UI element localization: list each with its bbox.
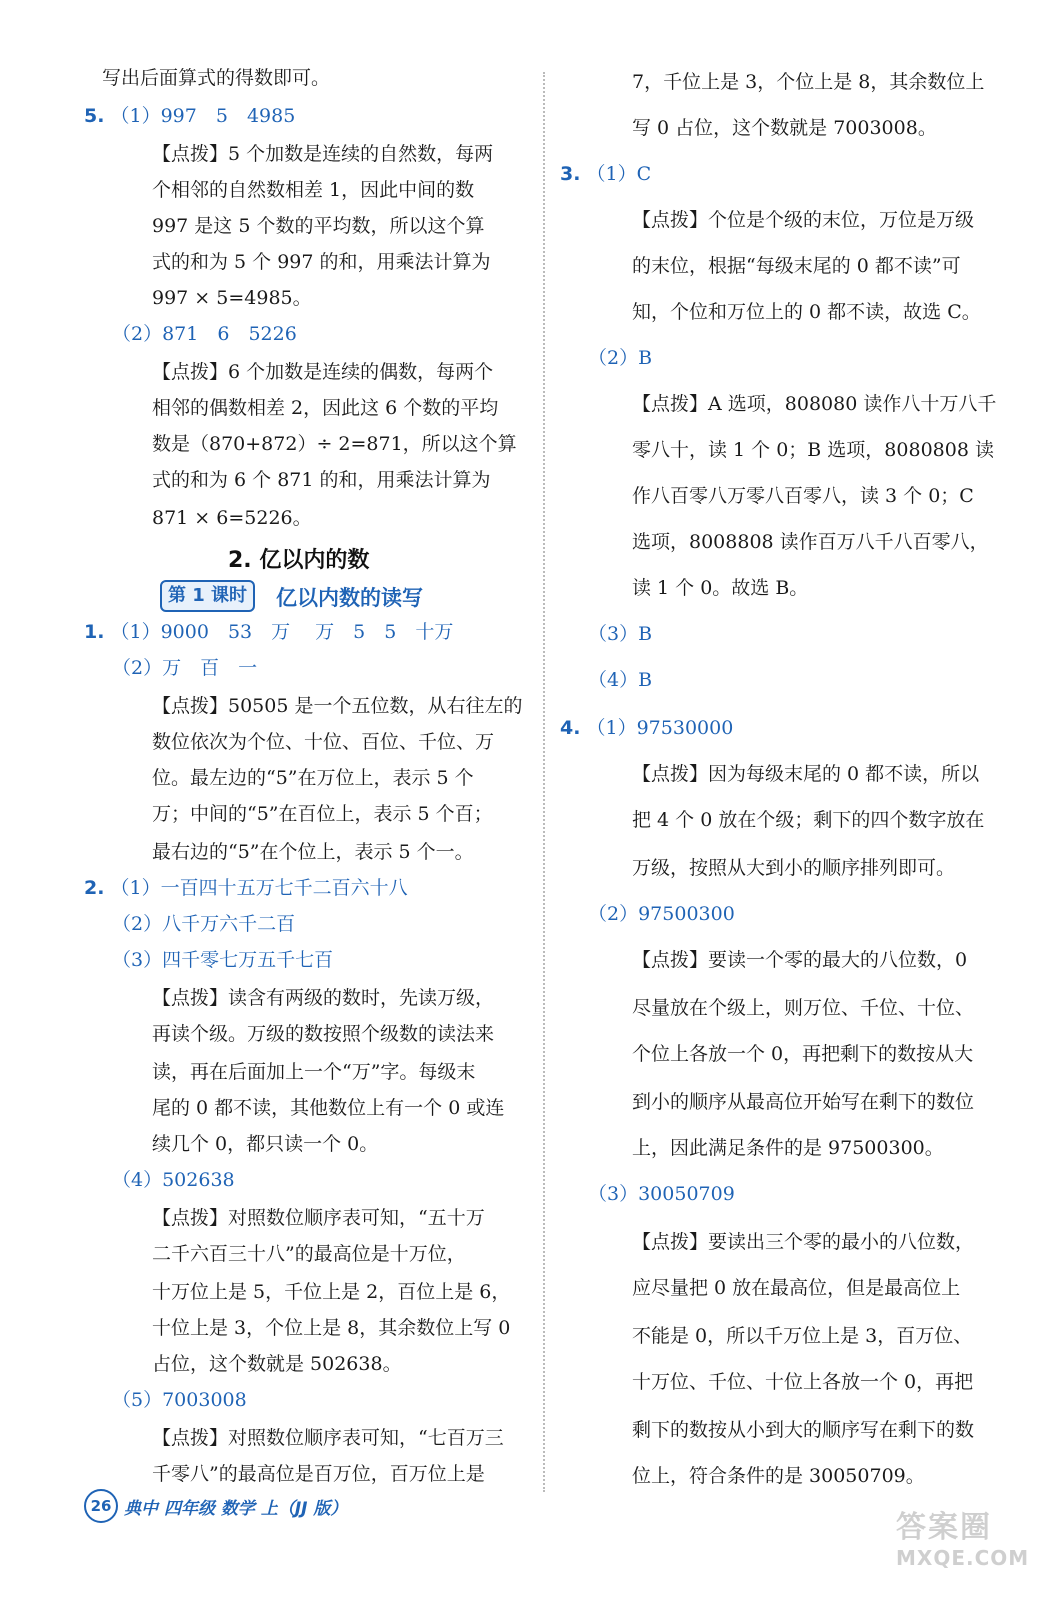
question-4	[560, 716, 733, 740]
tip-line: 最右边的“5”在个位上，表示 5 个一。	[152, 841, 474, 863]
tip-line: 二千六百三十八”的最高位是十万位，	[152, 1243, 466, 1265]
tip-line: 剩下的数按从小到大的顺序写在剩下的数	[632, 1419, 975, 1441]
question-number: 1.	[84, 621, 105, 643]
question-2-part-5	[112, 1388, 247, 1412]
watermark-en: MXQE.COM	[896, 1546, 1030, 1570]
tip-line: 到小的顺序从最高位开始写在剩下的数位	[632, 1091, 975, 1113]
tip-line: 【点拨】6 个加数是连续的偶数，每两个	[152, 361, 494, 383]
tip-line: 把 4 个 0 放在个级；剩下的四个数字放在	[632, 809, 985, 831]
answer: 9000 53 万 万 5 5 十万	[160, 621, 454, 643]
question-3-part-2	[588, 346, 652, 370]
tip-line: 十位上是 3，个位上是 8，其余数位上写 0	[152, 1317, 511, 1339]
text-line: 写出后面算式的得数即可。	[102, 67, 331, 89]
tip-line: 【点拨】读含有两级的数时，先读万级，	[152, 987, 495, 1009]
part-label: （2）	[588, 903, 639, 925]
question-number: 3.	[560, 163, 581, 185]
part-label: （2）	[112, 323, 163, 345]
tip-line: 占位，这个数就是 502638。	[152, 1353, 402, 1375]
tip-line: 【点拨】要读出三个零的最小的八位数，	[632, 1231, 975, 1253]
question-1	[84, 620, 453, 644]
tip-line: 数是（870+872）÷ 2=871，所以这个算	[152, 433, 517, 455]
tip-line: 【点拨】个位是个级的末位，万位是万级	[632, 209, 975, 231]
tip-line: 【点拨】对照数位顺序表可知，“七百万三	[152, 1427, 504, 1449]
lesson-badge: 第 1 课时	[160, 580, 255, 612]
text-line: 写 0 占位，这个数就是 7003008。	[632, 117, 937, 139]
tip-line: 十万位上是 5，千位上是 2，百位上是 6，	[152, 1281, 511, 1303]
tip-line: 知，个位和万位上的 0 都不读，故选 C。	[632, 301, 981, 323]
answer: 一百四十五万七千二百六十八	[160, 877, 408, 899]
tip-line: 【点拨】要读一个零的最大的八位数，0	[632, 949, 968, 971]
question-number: 5.	[84, 105, 105, 127]
question-2	[84, 876, 408, 900]
question-4-part-2	[588, 902, 735, 926]
question-2-part-4	[112, 1168, 235, 1192]
tip-line: 十万位、千位、十位上各放一个 0，再把	[632, 1371, 974, 1393]
tip-line: 续几个 0，都只读一个 0。	[152, 1133, 379, 1155]
question-3-part-3	[588, 622, 652, 646]
tip-line: 【点拨】A 选项，808080 读作八十万八千	[632, 393, 997, 415]
section-title: 2. 亿以内的数	[228, 548, 370, 573]
tip-line: 作八百零八万零八百零八，读 3 个 0；C	[632, 485, 974, 507]
tip-line: 【点拨】对照数位顺序表可知，“五十万	[152, 1207, 485, 1229]
tip-line: 千零八”的最高位是百万位，百万位上是	[152, 1463, 485, 1485]
question-3	[560, 162, 651, 186]
tip-line: 尽量放在个级上，则万位、千位、十位、	[632, 997, 975, 1019]
answer: B	[638, 669, 653, 691]
answer: 30050709	[638, 1183, 735, 1205]
tip-line: 读 1 个 0。故选 B。	[632, 577, 809, 599]
tip-line: 上，因此满足条件的是 97500300。	[632, 1137, 944, 1159]
answer: 997 5 4985	[160, 105, 296, 127]
lesson-title: 亿以内数的读写	[276, 586, 423, 610]
part-label: （1）	[586, 717, 637, 739]
tip-line: 个相邻的自然数相差 1，因此中间的数	[152, 179, 475, 201]
question-number: 2.	[84, 877, 105, 899]
tip-line: 【点拨】50505 是一个五位数，从右往左的	[152, 695, 523, 717]
answer: 四千零七万五千七百	[162, 949, 334, 971]
watermark-logo	[896, 1502, 1030, 1592]
tip-line: 零八十，读 1 个 0；B 选项，8080808 读	[632, 439, 994, 461]
tip-line: 应尽量把 0 放在最高位，但是最高位上	[632, 1277, 961, 1299]
answer: B	[638, 623, 653, 645]
part-label: （4）	[588, 669, 639, 691]
tip-line: 871 × 6=5226。	[152, 507, 312, 529]
tip-line: 位上，符合条件的是 30050709。	[632, 1465, 925, 1487]
tip-line: 997 是这 5 个数的平均数，所以这个算	[152, 215, 485, 237]
tip-line: 的末位，根据“每级末尾的 0 都不读”可	[632, 255, 961, 277]
part-label: （4）	[112, 1169, 163, 1191]
tip-line: 选项，8008808 读作百万八千八百零八，	[632, 531, 989, 553]
part-label: （3）	[112, 949, 163, 971]
tip-line: 万；中间的“5”在百位上，表示 5 个百；	[152, 803, 493, 825]
question-2-part-2	[112, 912, 295, 936]
answer: B	[638, 347, 653, 369]
answer: 502638	[162, 1169, 235, 1191]
tip-line: 万级，按照从大到小的顺序排列即可。	[632, 857, 956, 879]
page-number: 26	[84, 1489, 118, 1523]
question-5-part-2	[112, 322, 297, 346]
part-label: （2）	[588, 347, 639, 369]
answer: 万 百 一	[162, 657, 258, 679]
column-divider	[543, 72, 545, 1492]
part-label: （1）	[110, 877, 161, 899]
part-label: （1）	[586, 163, 637, 185]
tip-line: 不能是 0，所以千万位上是 3，百万位、	[632, 1325, 973, 1347]
part-label: （1）	[110, 621, 161, 643]
tip-line: 【点拨】因为每级末尾的 0 都不读，所以	[632, 763, 980, 785]
tip-line: 读，再在后面加上一个“万”字。每级末	[152, 1061, 476, 1083]
brand-logo: 典中	[124, 1498, 158, 1519]
question-3-part-4	[588, 668, 652, 692]
part-label: （2）	[112, 913, 163, 935]
question-1-part-2	[112, 656, 257, 680]
tip-line: 式的和为 6 个 871 的和，用乘法计算为	[152, 469, 491, 491]
part-label: （1）	[110, 105, 161, 127]
part-label: （3）	[588, 1183, 639, 1205]
tip-line: 位。最左边的“5”在万位上，表示 5 个	[152, 767, 474, 789]
part-label: （5）	[112, 1389, 163, 1411]
answer: C	[636, 163, 652, 185]
tip-line: 数位依次为个位、十位、百位、千位、万	[152, 731, 495, 753]
tip-line: 尾的 0 都不读，其他数位上有一个 0 或连	[152, 1097, 505, 1119]
text-line: 7，千位上是 3，个位上是 8，其余数位上	[632, 71, 985, 93]
answer: 7003008	[162, 1389, 247, 1411]
question-4-part-3	[588, 1182, 735, 1206]
part-label: （2）	[112, 657, 163, 679]
question-5	[84, 104, 295, 128]
question-2-part-3	[112, 948, 333, 972]
answer: 97500300	[638, 903, 735, 925]
footer-book-info: 四年级 数学 上（JJ 版）	[164, 1498, 348, 1519]
tip-line: 式的和为 5 个 997 的和，用乘法计算为	[152, 251, 491, 273]
part-label: （3）	[588, 623, 639, 645]
tip-line: 个位上各放一个 0，再把剩下的数按从大	[632, 1043, 974, 1065]
answer: 八千万六千二百	[162, 913, 296, 935]
answer: 871 6 5226	[162, 323, 297, 345]
tip-line: 再读个级。万级的数按照个级数的读法来	[152, 1023, 495, 1045]
tip-line: 【点拨】5 个加数是连续的自然数，每两	[152, 143, 494, 165]
watermark-cn: 答案圈	[896, 1510, 992, 1545]
tip-line: 相邻的偶数相差 2，因此这 6 个数的平均	[152, 397, 499, 419]
page-footer	[84, 1488, 347, 1524]
question-number: 4.	[560, 717, 581, 739]
tip-line: 997 × 5=4985。	[152, 287, 312, 309]
answer: 97530000	[636, 717, 734, 739]
